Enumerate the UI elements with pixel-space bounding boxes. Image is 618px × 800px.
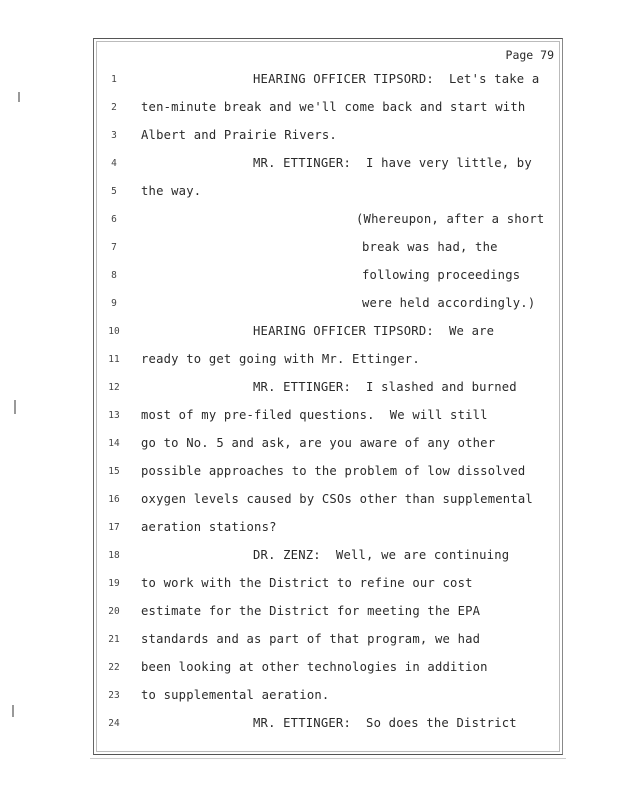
line-text: been looking at other technologies in addition [141,660,488,674]
line-number: 1 [111,74,117,85]
line-text: following proceedings [362,268,521,282]
line-text: to work with the District to refine our cost [141,576,473,590]
bottom-rule [90,758,566,759]
line-number: 21 [108,634,120,645]
line-text: HEARING OFFICER TIPSORD: We are [253,324,495,338]
line-text: aeration stations? [141,520,277,534]
line-text: ready to get going with Mr. Ettinger. [141,352,420,366]
line-number: 11 [108,354,120,365]
line-text: possible approaches to the problem of low dissolved [141,464,526,478]
line-text: standards and as part of that program, we had [141,632,481,646]
transcript-line [0,492,618,510]
line-text: ten-minute break and we'll come back and start with [141,100,526,114]
line-text: break was had, the [362,240,498,254]
transcript-line [0,464,618,482]
line-text: were held accordingly.) [362,296,536,310]
transcript-line [0,380,618,398]
line-text: DR. ZENZ: Well, we are continuing [253,548,510,562]
line-text: oxygen levels caused by CSOs other than supplemental [141,492,533,506]
line-text: MR. ETTINGER: So does the District [253,716,517,730]
line-number: 9 [111,298,117,309]
line-number: 20 [108,606,120,617]
line-number: 3 [111,130,117,141]
line-text: to supplemental aeration. [141,688,330,702]
line-number: 14 [108,438,120,449]
line-number: 15 [108,466,120,477]
line-number: 16 [108,494,120,505]
transcript-line [0,576,618,594]
line-number: 17 [108,522,120,533]
transcript-line [0,408,618,426]
line-number: 6 [111,214,117,225]
transcript-line [0,100,618,118]
line-text: estimate for the District for meeting the EPA [141,604,481,618]
line-text: MR. ETTINGER: I have very little, by [253,156,532,170]
transcript-line [0,688,618,706]
transcript-line [0,660,618,678]
line-number: 12 [108,382,120,393]
transcript-line [0,268,618,286]
line-text: most of my pre-filed questions. We will still [141,408,488,422]
page-number: Page 79 [505,48,554,62]
transcript-line [0,212,618,230]
line-text: MR. ETTINGER: I slashed and burned [253,380,517,394]
transcript-line [0,72,618,90]
line-text: go to No. 5 and ask, are you aware of any other [141,436,496,450]
transcript-line [0,324,618,342]
transcript-line [0,184,618,202]
transcript-line [0,520,618,538]
line-number: 19 [108,578,120,589]
line-text: (Whereupon, after a short [356,212,545,226]
line-number: 13 [108,410,120,421]
transcript-line [0,296,618,314]
transcript-line [0,128,618,146]
transcript-line [0,436,618,454]
transcript-line [0,240,618,258]
transcript-line [0,604,618,622]
line-number: 4 [111,158,117,169]
transcript-line [0,632,618,650]
line-number: 5 [111,186,117,197]
line-text: HEARING OFFICER TIPSORD: Let's take a [253,72,540,86]
transcript-line [0,548,618,566]
line-number: 8 [111,270,117,281]
line-number: 2 [111,102,117,113]
line-number: 23 [108,690,120,701]
line-text: the way. [141,184,202,198]
line-text: Albert and Prairie Rivers. [141,128,337,142]
line-number: 10 [108,326,120,337]
transcript-line [0,716,618,734]
line-number: 22 [108,662,120,673]
transcript-line [0,156,618,174]
line-number: 7 [111,242,117,253]
line-number: 24 [108,718,120,729]
line-number: 18 [108,550,120,561]
transcript-line [0,352,618,370]
